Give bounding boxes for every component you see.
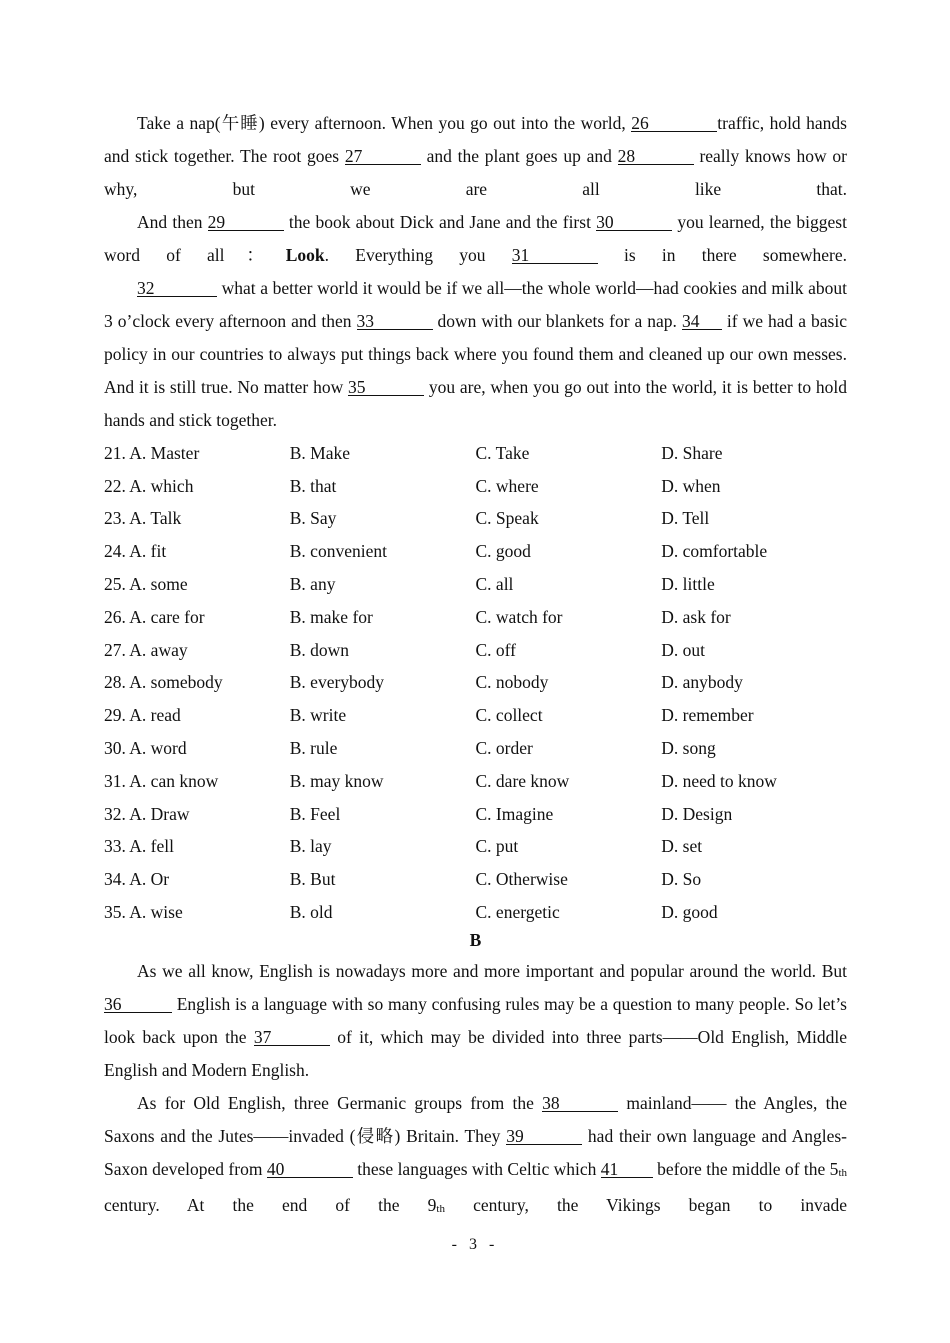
option-row: 30. A. word B. rule C. order D. song xyxy=(104,738,716,759)
section-b-paragraph-2: As for Old English, three Germanic groups from the 38 mainland—— the Angles, the Saxons and the Jutes——invaded (侵略) Britain. They 39 had their own language and Angles-Saxon developed from 40 these languages with Celtic which 41 before the middle of the $5_{th}$ century. At the end of the $9_{th}$ century, the Vikings began to invade xyxy=(104,1092,847,1215)
paragraph-3: 32 what a better world it would be if we all—the whole world—had cookies and milk about 3 o’clock every afternoon and then 33 down with our blankets for a nap. 34 if we had a basic policy in our countries to always put things back where you found them and cleaned up our own messes. And it is still true. No matter how 35 you are, when you go out into the world, it is better to hold hands and stick together. xyxy=(104,278,847,430)
option-row: 27. A. away B. down C. off D. out xyxy=(104,639,705,660)
page-number: - 3 - xyxy=(451,1236,499,1253)
blank-32: 32 xyxy=(137,280,217,297)
option-row: 23. A. Talk B. Say C. Speak D. Tell xyxy=(104,508,710,529)
options-list xyxy=(104,437,847,929)
option-row: 34. A. Or B. But C. Otherwise D. So xyxy=(104,869,702,890)
blank-36: 36 xyxy=(104,996,172,1013)
option-row: 31. A. can know B. may know C. dare know D. need to know xyxy=(104,770,777,791)
option-row: 33. A. fell B. lay C. put D. set xyxy=(104,836,703,857)
option-row: 22. A. which B. that C. where D. when xyxy=(104,475,721,496)
blank-27: 27 xyxy=(345,148,421,165)
blank-41: 41 xyxy=(601,1161,653,1178)
blank-34: 34 xyxy=(682,313,722,330)
blank-26: 26 xyxy=(631,115,717,132)
section-b-paragraph-1: As we all know, English is nowadays more and more important and popular around the world. But 36 English is a language with so many confusing rules may be a question to many people. So let’s look back upon the 37 of it, which may be divided into three parts——Old English, Middle English and Modern English. xyxy=(104,960,848,1080)
blank-28: 28 xyxy=(618,148,694,165)
blank-29: 29 xyxy=(208,214,284,231)
blank-39: 39 xyxy=(506,1128,582,1145)
blank-38: 38 xyxy=(542,1095,618,1112)
option-row: 35. A. wise B. old C. energetic D. good xyxy=(104,902,718,923)
blank-35: 35 xyxy=(348,379,424,396)
option-row: 21. A. Master B. Make C. Take D. Share xyxy=(104,442,723,463)
option-row: 24. A. fit B. convenient C. good D. comfortable xyxy=(104,541,768,562)
blank-30: 30 xyxy=(596,214,672,231)
blank-31: 31 xyxy=(512,247,598,264)
option-row: 26. A. care for B. make for C. watch for D. ask for xyxy=(104,606,731,627)
option-row: 32. A. Draw B. Feel C. Imagine D. Design xyxy=(104,803,733,824)
option-row: 28. A. somebody B. everybody C. nobody D. anybody xyxy=(104,672,743,693)
paragraph-1: Take a nap(午睡) every afternoon. When you go out into the world, 26 traffic, hold hands and stick together. The root goes 27 and the plant goes up and 28 really knows how or why, but we are all like that. xyxy=(104,113,847,199)
document-page xyxy=(104,107,847,1225)
blank-33: 33 xyxy=(357,313,433,330)
option-row: 25. A. some B. any C. all D. little xyxy=(104,574,715,595)
blank-37: 37 xyxy=(254,1029,330,1046)
blank-40: 40 xyxy=(267,1161,353,1178)
look-word: Look xyxy=(285,245,325,265)
section-b-title: B xyxy=(469,929,482,950)
option-row: 29. A. read B. write C. collect D. remember xyxy=(104,705,754,726)
paragraph-2: And then 29 the book about Dick and Jane and the first 30 you learned, the biggest word of all：Look. Everything you 31 is in there somewhere. xyxy=(104,212,847,265)
